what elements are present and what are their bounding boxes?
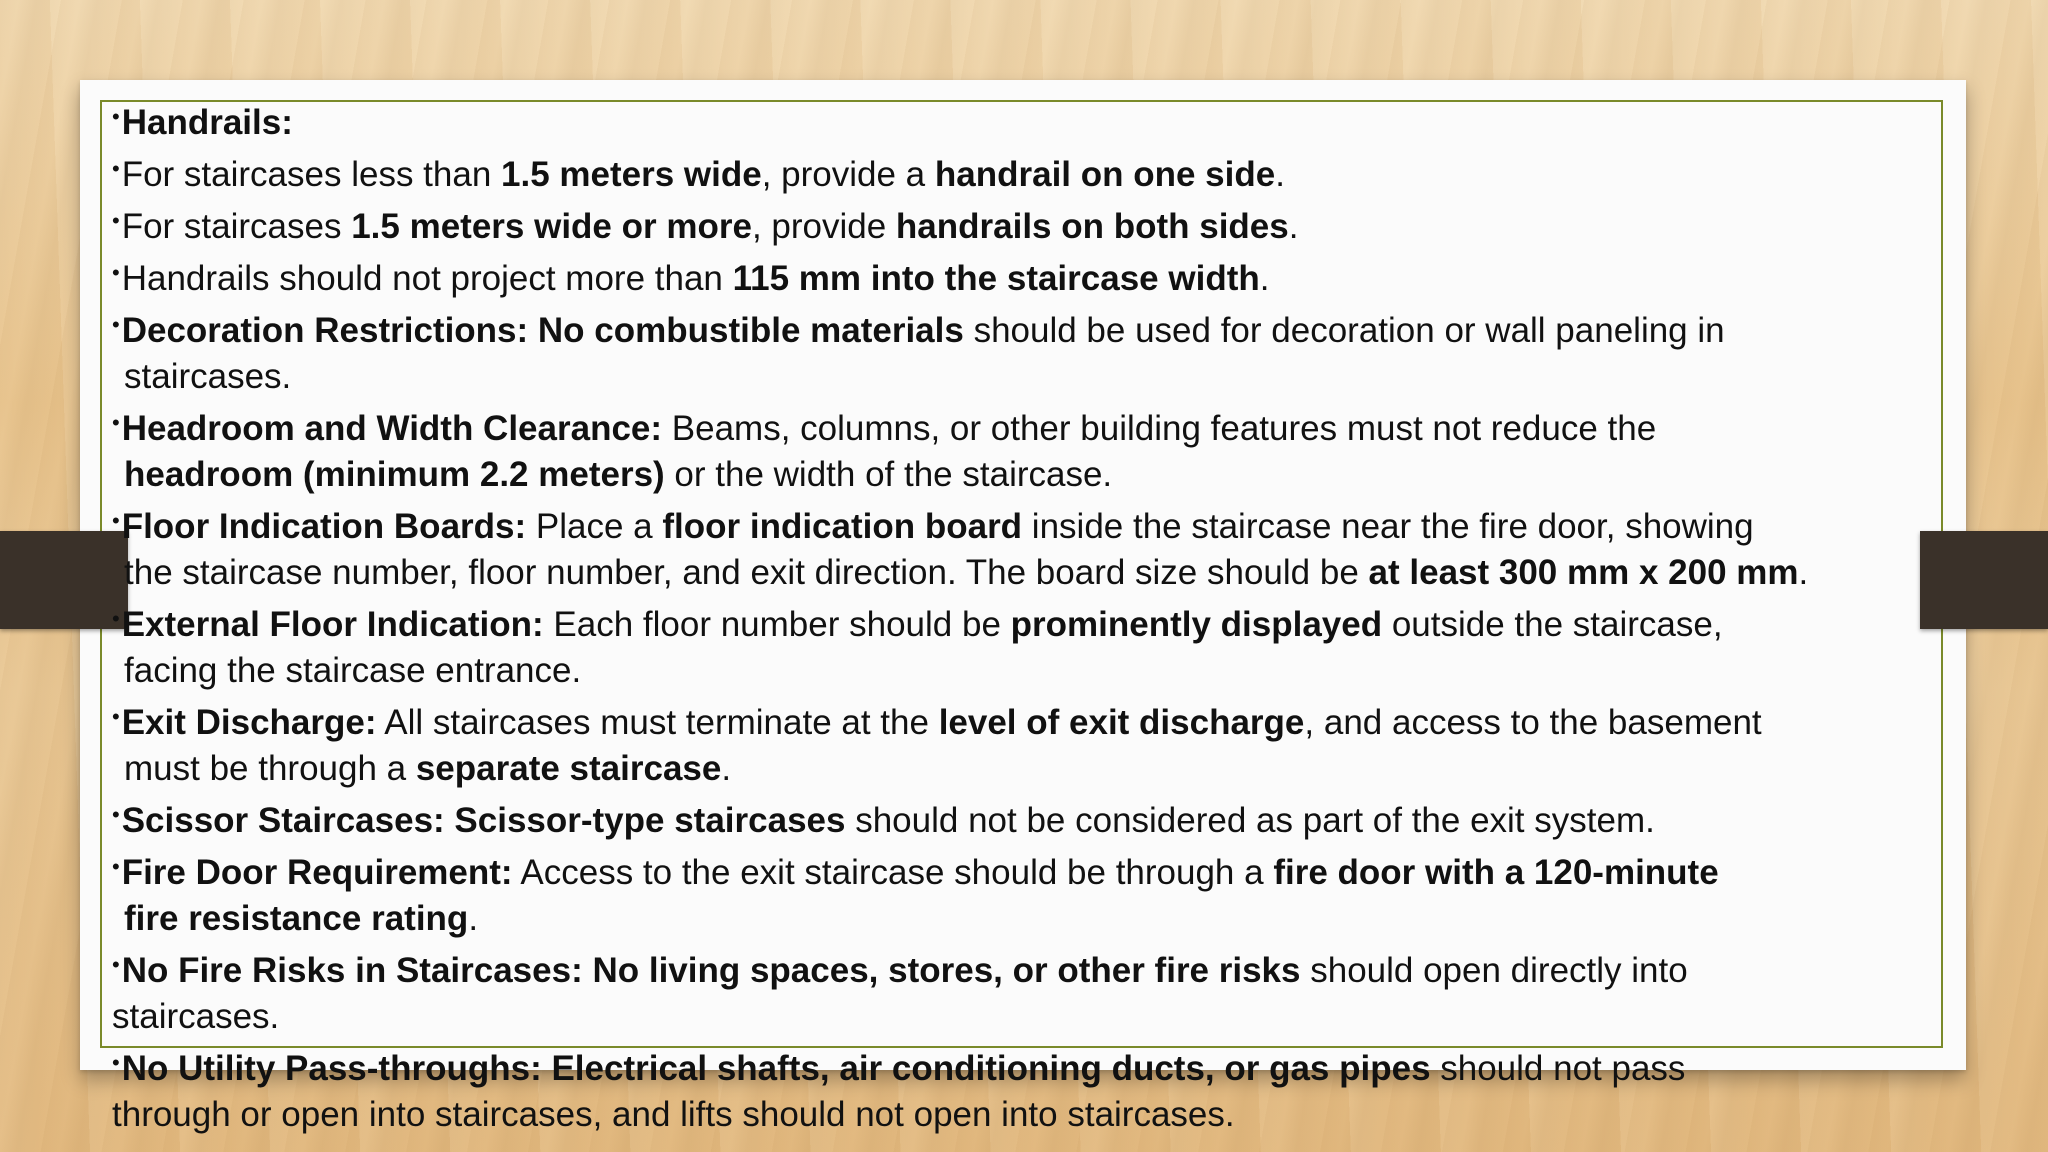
bold-text: separate staircase	[415, 749, 722, 788]
bold-text: handrail on one side	[934, 155, 1276, 194]
bold-text: Fire Door Requirement:	[121, 853, 513, 892]
bold-text: Headroom and Width Clearance:	[121, 409, 663, 448]
bullet-icon: •	[112, 1050, 120, 1075]
bullet-item-continuation	[112, 354, 1972, 400]
bullet-item-continuation	[112, 648, 1972, 694]
text-run: or the width of the staircase.	[664, 455, 1113, 494]
text-run: Place a	[526, 507, 663, 546]
text-run: should open directly into	[1300, 951, 1688, 990]
bold-text: floor indication board	[662, 507, 1023, 546]
text-run: should be used for decoration or wall paneling in	[963, 311, 1725, 350]
text-run: staircases.	[112, 997, 280, 1036]
tape-left	[0, 531, 128, 629]
text-run: .	[1275, 155, 1285, 194]
bold-text: Exit Discharge:	[121, 703, 377, 742]
bullet-item	[112, 400, 1972, 452]
text-run: Each floor number should be	[543, 605, 1011, 644]
text-run: For staircases less than	[121, 155, 502, 194]
bullet-icon: •	[112, 508, 120, 533]
bold-text: handrails on both sides	[895, 207, 1289, 246]
bold-text: No Utility Pass-throughs: Electrical shafts, air conditioning ducts, or gas pipes	[121, 1049, 1431, 1088]
bold-text: 1.5 meters wide	[501, 155, 762, 194]
bold-text: fire door with a 120-minute	[1273, 853, 1719, 892]
text-run: must be through a	[124, 749, 416, 788]
bullet-item	[112, 146, 1972, 198]
bullet-item-continuation	[112, 1092, 1972, 1138]
bullet-item	[112, 844, 1972, 896]
bold-text: headroom (minimum 2.2 meters)	[124, 455, 665, 494]
bullet-icon: •	[112, 208, 120, 233]
bullet-icon: •	[112, 410, 120, 435]
bullet-icon: •	[112, 802, 120, 827]
text-run: , and access to the basement	[1304, 703, 1762, 742]
bold-text: 115 mm into the staircase width	[732, 259, 1260, 298]
bullet-icon: •	[112, 606, 120, 631]
bold-text: Scissor Staircases: Scissor-type staircases	[121, 801, 846, 840]
text-run: Handrails should not project more than	[121, 259, 733, 298]
text-run: , provide a	[761, 155, 935, 194]
bullet-item	[112, 596, 1972, 648]
bullet-icon: •	[112, 260, 120, 285]
text-run: staircases.	[124, 357, 292, 396]
bold-text: level of exit discharge	[938, 703, 1305, 742]
text-run: should not be considered as part of the exit system.	[845, 801, 1655, 840]
bullet-icon: •	[112, 104, 120, 129]
bullet-item-continuation	[112, 896, 1972, 942]
bullet-icon: •	[112, 312, 120, 337]
text-run: outside the staircase,	[1382, 605, 1723, 644]
text-run: .	[721, 749, 732, 788]
bullet-list	[112, 94, 1972, 1138]
bold-text: No Fire Risks in Staircases: No living spaces, stores, or other fire risks	[121, 951, 1301, 990]
bullet-item	[112, 1040, 1972, 1092]
bullet-item	[112, 498, 1972, 550]
bullet-item	[112, 694, 1972, 746]
bullet-item-continuation	[112, 550, 1972, 596]
bullet-item	[112, 302, 1972, 354]
text-run: Beams, columns, or other building features must not reduce the	[662, 409, 1657, 448]
bullet-item-continuation	[112, 994, 1972, 1040]
bullet-item	[112, 250, 1972, 302]
text-run: inside the staircase near the fire door, showing	[1022, 507, 1754, 546]
bold-text: External Floor Indication:	[121, 605, 544, 644]
text-run: Access to the exit staircase should be through a	[512, 853, 1274, 892]
bullet-icon: •	[112, 952, 120, 977]
text-run: .	[1259, 259, 1270, 298]
text-run: All staircases must terminate at the	[376, 703, 939, 742]
text-run: should not pass	[1430, 1049, 1686, 1088]
text-run: .	[1798, 553, 1809, 592]
bullet-icon: •	[112, 854, 120, 879]
bullet-icon: •	[112, 704, 120, 729]
bullet-item-continuation	[112, 452, 1972, 498]
bold-text: Floor Indication Boards:	[121, 507, 527, 546]
bold-text: prominently displayed	[1010, 605, 1383, 644]
bold-text: at least 300 mm x 200 mm	[1368, 553, 1799, 592]
text-run: For staircases	[121, 207, 352, 246]
bold-text: Decoration Restrictions: No combustible materials	[121, 311, 964, 350]
bold-text: Handrails:	[121, 103, 293, 142]
bold-text: fire resistance rating	[124, 899, 469, 938]
bullet-icon: •	[112, 156, 120, 181]
bullet-item	[112, 94, 1972, 146]
text-run: facing the staircase entrance.	[124, 651, 582, 690]
bullet-item-continuation	[112, 746, 1972, 792]
text-run: .	[468, 899, 479, 938]
bullet-item	[112, 198, 1972, 250]
text-run: , provide	[751, 207, 896, 246]
text-run: through or open into staircases, and lifts should not open into staircases.	[112, 1095, 1235, 1134]
text-run: the staircase number, floor number, and exit direction. The board size should be	[124, 553, 1369, 592]
text-run: .	[1288, 207, 1299, 246]
bullet-item	[112, 792, 1972, 844]
bullet-item	[112, 942, 1972, 994]
bold-text: 1.5 meters wide or more	[351, 207, 752, 246]
